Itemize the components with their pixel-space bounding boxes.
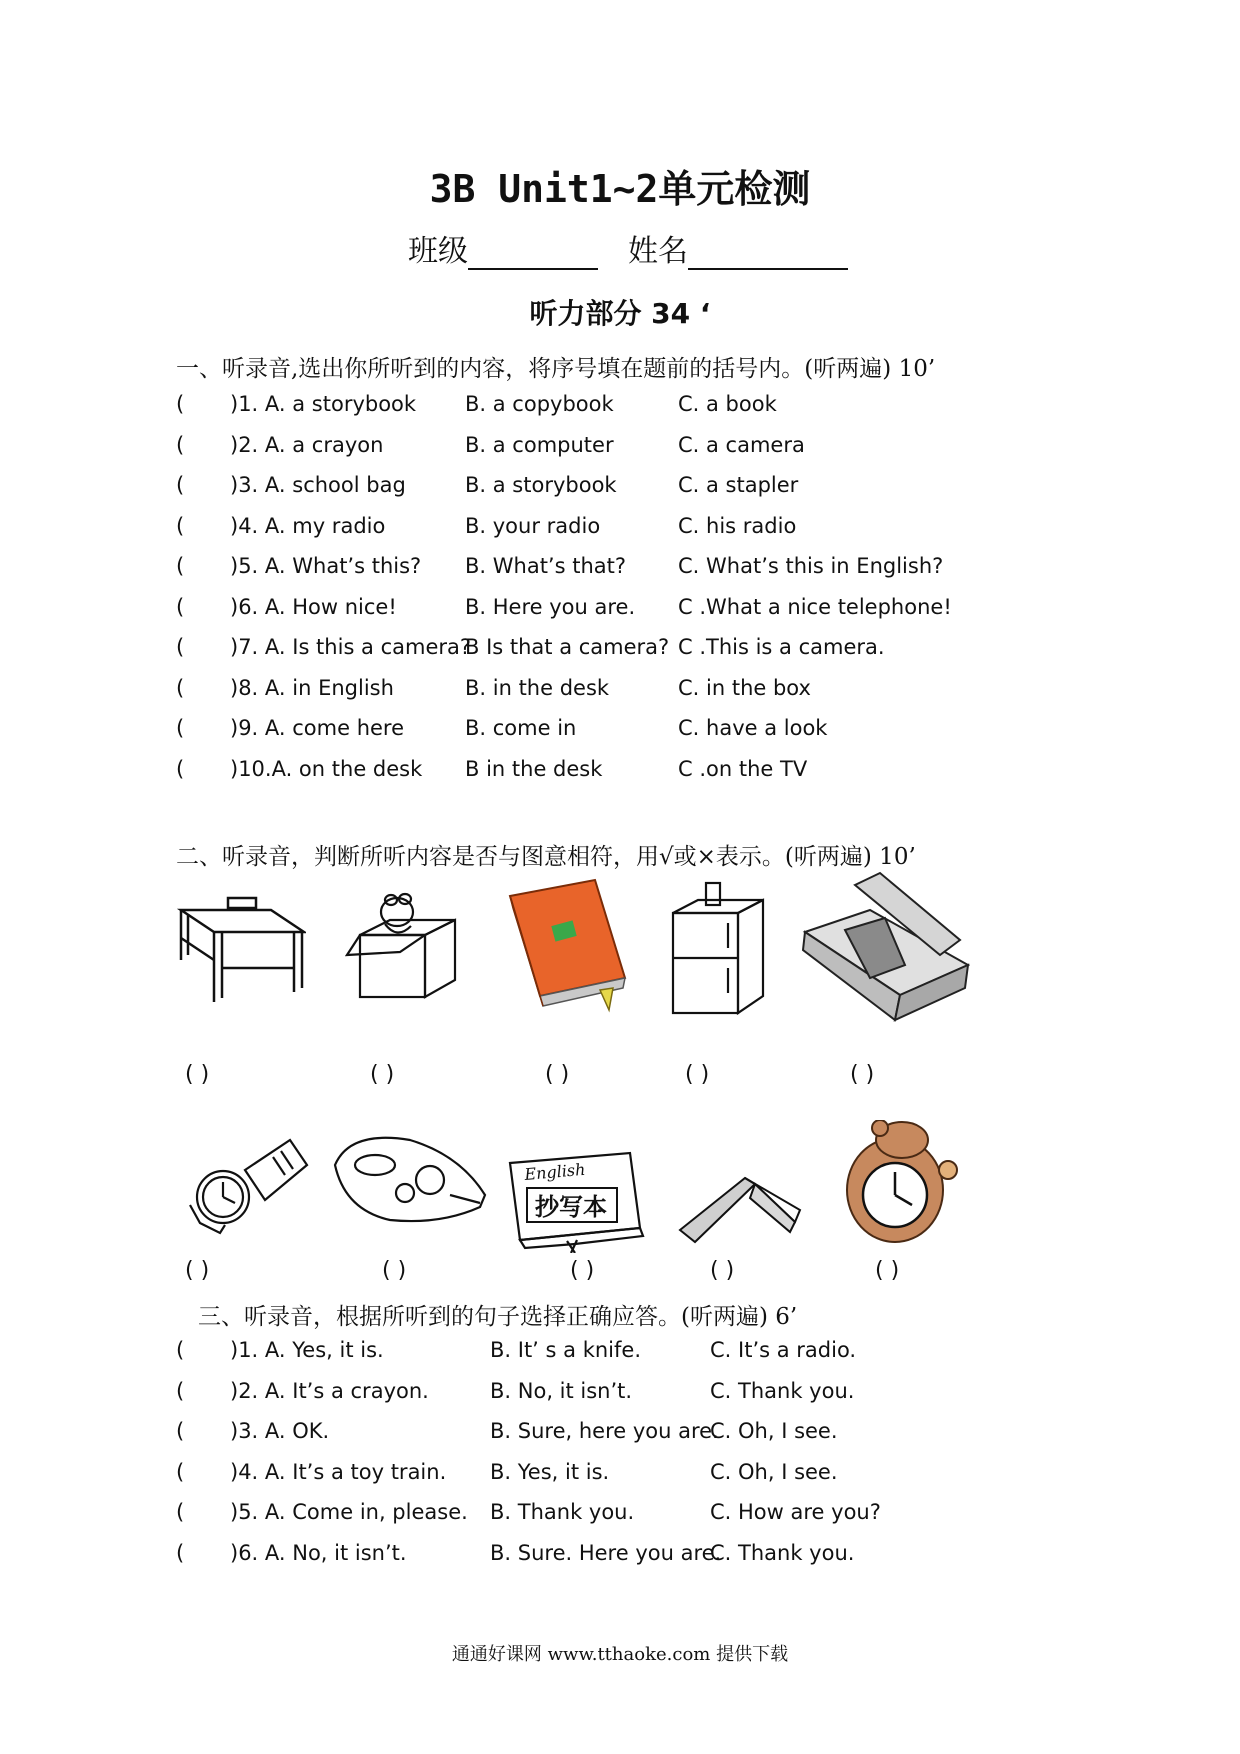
answer-paren-row1-3[interactable]: ( ): [545, 1062, 570, 1087]
option-b: B. in the desk: [465, 675, 610, 700]
question-stem: )7. A. Is this a camera?: [230, 635, 472, 659]
copybook-title: English: [523, 1159, 587, 1184]
option-b: B in the desk: [465, 756, 603, 781]
question-row: [0, 514, 1240, 544]
section1-heading: 一、听录音,选出你所听到的内容，将序号填在题前的括号内。(听两遍) 10’: [176, 356, 936, 382]
book-image: [505, 878, 630, 1013]
option-b: B. a storybook: [465, 473, 617, 497]
answer-paren[interactable]: (: [176, 1338, 185, 1362]
option-c: C. How are you?: [710, 1500, 881, 1524]
question-stem: )9. A. come here: [230, 716, 405, 740]
section3-heading: 三、听录音，根据所听到的句子选择正确应答。(听两遍) 6’: [198, 1304, 798, 1330]
answer-paren[interactable]: (: [176, 594, 185, 619]
option-c: C. Oh, I see.: [710, 1419, 838, 1443]
question-stem: )4. A. my radio: [230, 513, 386, 538]
option-c: C. a stapler: [678, 473, 799, 497]
option-b: B. Here you are.: [465, 594, 636, 619]
answer-paren-row2-3[interactable]: ( ): [570, 1258, 595, 1283]
option-c: C. Thank you.: [710, 1378, 855, 1403]
class-field: [408, 226, 598, 270]
answer-paren[interactable]: (: [176, 1378, 185, 1403]
option-b: B. your radio: [465, 513, 601, 538]
answer-paren-row2-5[interactable]: ( ): [875, 1258, 900, 1283]
option-b: B. It’ s a knife.: [490, 1338, 641, 1362]
question-row: [0, 1338, 1240, 1368]
option-c: C. What’s this in English?: [678, 554, 944, 578]
section2-heading: 二、听录音，判断所听内容是否与图意相符，用√或×表示。(听两遍) 10’: [176, 844, 916, 870]
question-stem: )2. A. a crayon: [230, 432, 384, 457]
question-row: [0, 676, 1240, 706]
answer-paren[interactable]: (: [176, 635, 185, 659]
english-copybook-image: [505, 1148, 645, 1253]
question-stem: )1. A. a storybook: [230, 392, 417, 416]
page-title: 3B Unit1~2单元检测: [429, 167, 811, 211]
answer-paren[interactable]: (: [176, 513, 185, 538]
answer-paren-row1-1[interactable]: ( ): [185, 1062, 210, 1087]
answer-paren[interactable]: (: [176, 473, 185, 497]
question-row: [0, 392, 1240, 422]
answer-paren-row1-4[interactable]: ( ): [685, 1062, 710, 1087]
listening-part-heading: 听力部分 34 ‘: [529, 297, 711, 330]
question-row: [0, 635, 1240, 665]
option-b: B. Thank you.: [490, 1500, 635, 1524]
answer-paren-row2-2[interactable]: ( ): [382, 1258, 407, 1283]
answer-paren[interactable]: (: [176, 432, 185, 457]
class-blank[interactable]: [468, 238, 598, 270]
option-b: B. a computer: [465, 432, 614, 457]
name-field: [628, 226, 848, 270]
answer-paren[interactable]: (: [176, 1540, 185, 1565]
answer-paren[interactable]: (: [176, 554, 185, 578]
answer-paren[interactable]: (: [176, 1500, 185, 1524]
question-row: [0, 716, 1240, 746]
option-c: C. a camera: [678, 432, 805, 457]
question-row: [0, 1541, 1240, 1571]
bear-in-box-image: [345, 890, 465, 1005]
option-c: C. Oh, I see.: [710, 1459, 838, 1484]
question-row: [0, 554, 1240, 584]
question-stem: )8. A. in English: [230, 675, 394, 700]
question-stem: )4. A. It’s a toy train.: [230, 1459, 447, 1484]
option-c: C. a book: [678, 392, 777, 416]
name-blank[interactable]: [688, 238, 848, 270]
answer-paren[interactable]: (: [176, 716, 185, 740]
answer-paren[interactable]: (: [176, 675, 185, 700]
option-b: B. a copybook: [465, 392, 614, 416]
pencil-box-image: [800, 870, 970, 1025]
question-row: [0, 1419, 1240, 1449]
copybook-text: 抄写本: [535, 1193, 607, 1221]
question-row: [0, 1460, 1240, 1490]
answer-paren-row1-5[interactable]: ( ): [850, 1062, 875, 1087]
answer-paren[interactable]: (: [176, 392, 185, 416]
bear-clock-image: [840, 1120, 965, 1245]
question-stem: )6. A. How nice!: [230, 594, 397, 619]
answer-paren-row2-4[interactable]: ( ): [710, 1258, 735, 1283]
option-b: B. Sure, here you are.: [490, 1419, 719, 1443]
option-c: C .on the TV: [678, 756, 808, 781]
question-row: [0, 757, 1240, 787]
option-c: C. in the box: [678, 675, 811, 700]
answer-paren[interactable]: (: [176, 756, 185, 781]
answer-paren[interactable]: (: [176, 1419, 185, 1443]
question-stem: )5. A. What’s this?: [230, 554, 422, 578]
question-row: [0, 595, 1240, 625]
question-stem: )3. A. school bag: [230, 473, 406, 497]
pencil-case-image: [330, 1125, 490, 1235]
knife-image: [675, 1170, 805, 1245]
question-row: [0, 473, 1240, 503]
desk-image: [176, 890, 306, 1005]
question-stem: )10.A. on the desk: [230, 756, 423, 781]
option-c: C .This is a camera.: [678, 635, 885, 659]
answer-paren[interactable]: (: [176, 1459, 185, 1484]
question-row: [0, 1500, 1240, 1530]
watch-image: [185, 1135, 310, 1235]
option-b: B. come in: [465, 716, 577, 740]
name-label: 姓名: [628, 234, 688, 269]
option-b: B Is that a camera?: [465, 635, 670, 659]
option-c: C .What a nice telephone!: [678, 594, 952, 619]
option-b: B. Yes, it is.: [490, 1459, 610, 1484]
question-stem: )1. A. Yes, it is.: [230, 1338, 384, 1362]
question-stem: )6. A. No, it isn’t.: [230, 1540, 407, 1565]
option-c: C. Thank you.: [710, 1540, 855, 1565]
fridge-image: [668, 878, 773, 1018]
answer-paren-row2-1[interactable]: ( ): [185, 1258, 210, 1283]
answer-paren-row1-2[interactable]: ( ): [370, 1062, 395, 1087]
option-c: C. It’s a radio.: [710, 1338, 857, 1362]
option-c: C. have a look: [678, 716, 828, 740]
footer-text: 通通好课网 www.tthaoke.com 提供下载: [451, 1644, 789, 1665]
option-b: B. What’s that?: [465, 554, 627, 578]
class-label: 班级: [408, 234, 468, 269]
question-row: [0, 433, 1240, 463]
option-b: B. Sure. Here you are.: [490, 1540, 722, 1565]
question-stem: )5. A. Come in, please.: [230, 1500, 468, 1524]
question-stem: )2. A. It’s a crayon.: [230, 1378, 429, 1403]
option-c: C. his radio: [678, 513, 797, 538]
option-b: B. No, it isn’t.: [490, 1378, 633, 1403]
question-stem: )3. A. OK.: [230, 1419, 330, 1443]
question-row: [0, 1379, 1240, 1409]
